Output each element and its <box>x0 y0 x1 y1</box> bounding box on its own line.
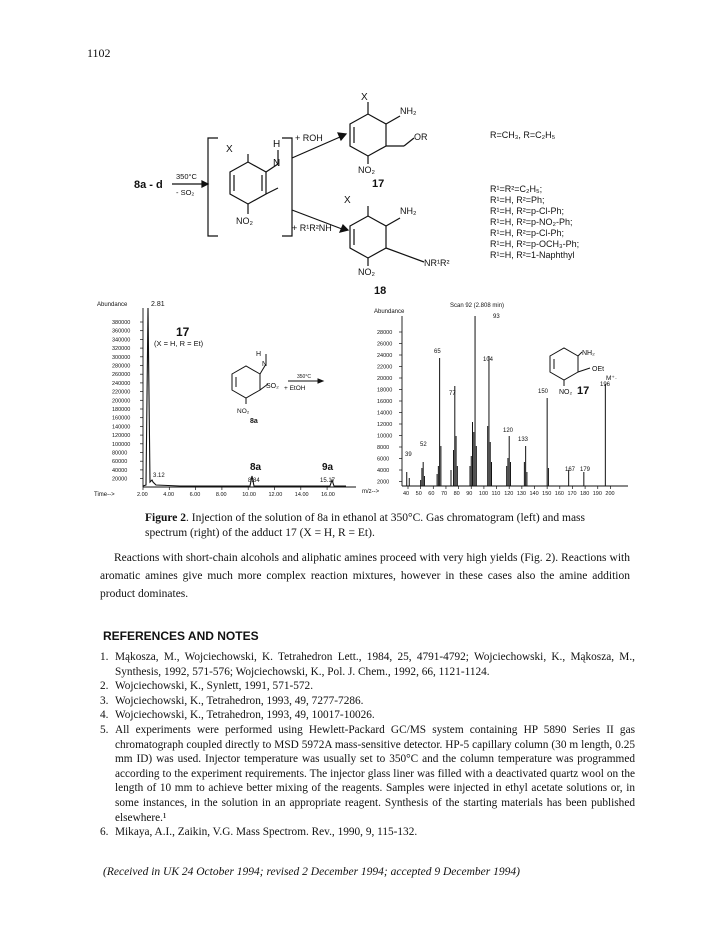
scheme-18-no2: NO₂ <box>358 267 375 277</box>
scheme-reagent-alcohol: + ROH <box>295 133 323 143</box>
ms-peak-label: 52 <box>420 442 427 448</box>
scheme-reactant-label: 8a - d <box>134 179 163 191</box>
scheme-r-amine-item: R¹=H, R²=p-Cl-Ph; <box>490 206 565 216</box>
ms-peak-label: 120 <box>503 428 514 434</box>
gc-peak-9a-label: 9a <box>322 462 334 473</box>
gc-reaction-reagent: + EtOH <box>284 385 306 392</box>
ms-abundance-label: Abundance <box>374 309 405 315</box>
ms-xtick-label: 70 <box>440 491 448 497</box>
gc-xtick-label: 14.00 <box>294 492 309 498</box>
reference-number: 1. <box>100 651 109 663</box>
reference-number: 4. <box>100 709 109 722</box>
reference-item <box>100 708 635 723</box>
reference-item <box>100 679 635 694</box>
ms-xtick-label: 50 <box>415 491 422 497</box>
reference-text: All experiments were performed using Hewlett-Packard GC/MS system containing HP 5890 Series II gas chromatograph coupled directly to MSD 5972A mass-sensitive detector. HP-5 capillary column (30 m length, 0.25 mm ID) was used. Injector temperature was usually set to 350°C and the column temperature was programmed according to the experiment requirements. The injector glass liner was filled with a deactivated quartz wool on the length of 10 mm to achieve better mixing of the reagents. Samples were injected in ethyl acetate solutions or, in some instances, in the solution in an appropriate reagent. Synthesis of the starting materials has been published elsewhere.¹ <box>115 723 635 824</box>
gc-xtick-label: 6.00 <box>189 492 201 498</box>
references-heading: REFERENCES AND NOTES <box>103 629 259 643</box>
ms-xtick-label: 40 <box>403 491 410 497</box>
scheme-r-amine-item: R¹=H, R²=Ph; <box>490 195 545 205</box>
scheme-18-nr1r2: NR¹R² <box>424 258 450 268</box>
reference-number: 5. <box>100 723 109 736</box>
ms-ytick-label: 20000 <box>377 376 393 382</box>
gc-ytick-label: 100000 <box>112 441 131 448</box>
reference-number: 2. <box>100 680 109 693</box>
gc-xtick-label: 2.00 <box>137 492 148 498</box>
gc-top-peak-label: 2.81 <box>151 301 165 308</box>
references-list <box>100 650 635 840</box>
scheme-r-amine-item: R¹=H, R²=p-Cl-Ph; <box>490 228 565 238</box>
reference-number: 6. <box>100 826 109 839</box>
ms-xtick-label: 170 <box>567 491 577 497</box>
scheme-atom-x: X <box>226 144 233 155</box>
gc-xtick-label: 16.00 <box>321 492 335 498</box>
mass-spectrum <box>360 296 670 506</box>
reaction-scheme <box>0 0 720 300</box>
scheme-17-x: X <box>361 92 368 103</box>
gc-ytick-label: 220000 <box>112 389 131 396</box>
ms-base-peak-label: 93 <box>493 314 500 320</box>
scheme-17-or: OR <box>414 132 428 142</box>
ms-peak-label: 150 <box>538 389 549 395</box>
ms-peak-label: 167 <box>565 467 576 473</box>
scheme-condition-loss: - SO₂ <box>176 188 195 197</box>
ms-xtick-label: 150 <box>542 491 552 497</box>
ms-ytick-label: 14000 <box>377 410 393 417</box>
scheme-reagent-amine: + R¹R²NH <box>292 223 332 233</box>
ms-ytick-label: 4000 <box>377 468 390 474</box>
ms-peak-label: 65 <box>434 349 441 355</box>
ms-ytick-label: 6000 <box>377 456 390 463</box>
ms-xtick-label: 140 <box>529 491 539 497</box>
ms-molecular-ion: M⁺· <box>606 375 618 382</box>
caption-label: Figure 2 <box>145 512 186 524</box>
gc-inset-n: N <box>262 361 268 368</box>
gc-ytick-label: 120000 <box>112 433 131 440</box>
ms-xtick-label: 190 <box>592 491 602 497</box>
scheme-condition-temp: 350°C <box>176 172 197 181</box>
ms-xtick-label: 120 <box>504 491 514 497</box>
ms-inset-nh2: NH₂ <box>582 350 595 357</box>
page-number: 1102 <box>87 46 111 60</box>
ms-peak-label: 179 <box>580 467 591 473</box>
scheme-17-no2: NO₂ <box>358 165 375 175</box>
scheme-atom-n: N <box>273 158 281 169</box>
scheme-r-amine-item: R¹=H, R²=1-Naphthyl <box>490 250 575 260</box>
gc-xtick-label: 8.00 <box>215 492 227 498</box>
figure-caption <box>145 511 615 541</box>
gc-inset-8a: 8a <box>250 418 258 425</box>
scheme-r-amine-item: R¹=R²=C₂H₅; <box>490 184 543 194</box>
gc-xtick-label: 12.00 <box>268 492 283 498</box>
ms-ytick-label: 8000 <box>377 445 390 451</box>
ms-ytick-label: 10000 <box>377 433 393 440</box>
scheme-product-18: 18 <box>374 285 387 297</box>
ms-inset-oet: OEt <box>592 366 605 373</box>
gc-ytick-label: 20000 <box>112 476 128 483</box>
ms-ytick-label: 2000 <box>377 479 390 486</box>
received-dates: (Received in UK 24 October 1994; revised 2 December 1994; accepted 9 December 1994) <box>103 866 520 878</box>
ms-ytick-label: 18000 <box>377 387 393 394</box>
reference-item <box>100 650 635 679</box>
gc-compound-label: 17 <box>176 325 190 339</box>
ms-xtick-label: 80 <box>453 491 460 497</box>
scheme-r-amine-item: R¹=H, R²=p-OCH₃-Ph; <box>490 239 580 249</box>
ms-xtick-label: 110 <box>491 491 501 497</box>
reference-text: Wojciechowski, K., Synlett, 1991, 571-572. <box>115 680 314 693</box>
ms-inset-no2: NO₂ <box>559 389 573 396</box>
gc-ytick-label: 40000 <box>112 467 128 474</box>
ms-peak-label: 39 <box>405 452 412 458</box>
gc-inset-h: H <box>256 351 262 358</box>
ms-xtick-label: 180 <box>580 491 590 497</box>
body-paragraph: Reactions with short-chain alcohols and aliphatic amines proceed with very high yields (Fig. 2). Reactions with aromatic amines give much more complex reaction mixtures, however in these cases also the amine addition product dominates. <box>100 552 630 600</box>
gc-ytick-label: 300000 <box>112 354 131 361</box>
ms-peak-label: 104 <box>483 357 494 363</box>
ms-peak-label: 133 <box>518 437 529 443</box>
gc-peak-8a-time: 8.84 <box>248 478 260 484</box>
ms-xtick-label: 130 <box>516 491 527 497</box>
gc-ytick-label: 60000 <box>112 459 128 466</box>
gc-abundance-label: Abundance <box>97 302 128 308</box>
ms-xtick-label: 160 <box>554 491 564 497</box>
reference-text: Wojciechowski, K., Tetrahedron, 1993, 49, 10017-10026. <box>115 709 375 722</box>
caption-text: . Injection of the solution of 8a in ethanol at 350°C. Gas chromatogram (left) and mass spectrum (right) of the adduct 17 (X = H, R = Et). <box>145 512 586 539</box>
ms-peak-label: 77 <box>449 391 456 397</box>
gc-ytick-label: 360000 <box>112 328 131 335</box>
ms-peak-label: 196 <box>600 382 611 388</box>
ms-ytick-label: 22000 <box>377 364 393 371</box>
gc-ytick-label: 320000 <box>112 346 131 353</box>
ms-xtick-label: 90 <box>466 491 473 497</box>
gc-ytick-label: 180000 <box>112 407 131 413</box>
reference-item <box>100 723 635 825</box>
ms-compound-label: 17 <box>577 385 590 397</box>
scheme-atom-h: H <box>273 139 281 150</box>
ms-mz-label: m/z--> <box>362 489 380 495</box>
reference-text: Mąkosza, M., Wojciechowski, K. Tetrahedron Lett., 1984, 25, 4791-4792; Wojciechowski, K., Mąkosza, M., Synthesis, 1992, 571-576; Wojciechowski, K., Pol. J. Chem., 1992, 66, 1121-1124. <box>115 651 635 678</box>
scheme-r-alcohol: R=CH₃, R=C₂H₅ <box>490 130 556 140</box>
scheme-r-amine-item: R¹=H, R²=p-NO₂-Ph; <box>490 217 573 227</box>
ms-ytick-label: 28000 <box>377 330 393 336</box>
scheme-product-17: 17 <box>372 178 385 190</box>
gc-peak-8a-label: 8a <box>250 462 262 473</box>
reference-text: Wojciechowski, K., Tetrahedron, 1993, 49, 7277-7286. <box>115 694 364 707</box>
scheme-18-nh2: NH₂ <box>400 206 417 216</box>
gc-ytick-label: 280000 <box>112 363 131 370</box>
gc-peak-9a-time: 15.17 <box>320 478 336 484</box>
gc-inset-so2: SO₂ <box>266 383 279 390</box>
gc-ytick-label: 160000 <box>112 415 131 422</box>
ms-ytick-label: 24000 <box>377 353 393 359</box>
reference-item <box>100 694 635 709</box>
ms-xtick-label: 200 <box>605 491 615 497</box>
gc-ytick-label: 380000 <box>112 320 131 326</box>
reference-text: Mikaya, A.I., Zaikin, V.G. Mass Spectrom. Rev., 1990, 9, 115-132. <box>115 826 418 839</box>
scheme-atom-no2: NO₂ <box>236 216 253 226</box>
ms-xtick-label: 100 <box>478 491 489 497</box>
gc-xtick-label: 10.00 <box>242 492 256 498</box>
gc-ytick-label: 200000 <box>112 398 131 405</box>
reference-number: 3. <box>100 694 109 707</box>
ms-ytick-label: 16000 <box>377 399 393 405</box>
ms-scan-label: Scan 92 (2.808 min) <box>450 303 505 309</box>
scheme-17-nh2: NH₂ <box>400 106 417 116</box>
gc-ytick-label: 140000 <box>112 424 131 431</box>
ms-ytick-label: 12000 <box>377 422 393 428</box>
ms-ytick-label: 26000 <box>377 341 393 348</box>
gc-time-label: Time--> <box>94 492 115 498</box>
ms-xtick-label: 60 <box>428 491 435 497</box>
gc-ytick-label: 240000 <box>112 380 131 387</box>
gc-inset-no2: NO₂ <box>237 408 250 415</box>
scheme-18-x: X <box>344 195 351 206</box>
gc-ytick-label: 260000 <box>112 372 131 379</box>
gc-xtick-label: 4.00 <box>163 492 175 498</box>
gas-chromatogram <box>0 296 360 506</box>
gc-ytick-label: 80000 <box>112 450 128 457</box>
gc-reaction-temp: 350°C <box>297 374 311 380</box>
gc-compound-desc: (X = H, R = Et) <box>154 339 204 348</box>
reference-item <box>100 825 635 840</box>
gc-peak-small-time: 3.12 <box>153 473 165 479</box>
gc-ytick-label: 340000 <box>112 337 131 344</box>
